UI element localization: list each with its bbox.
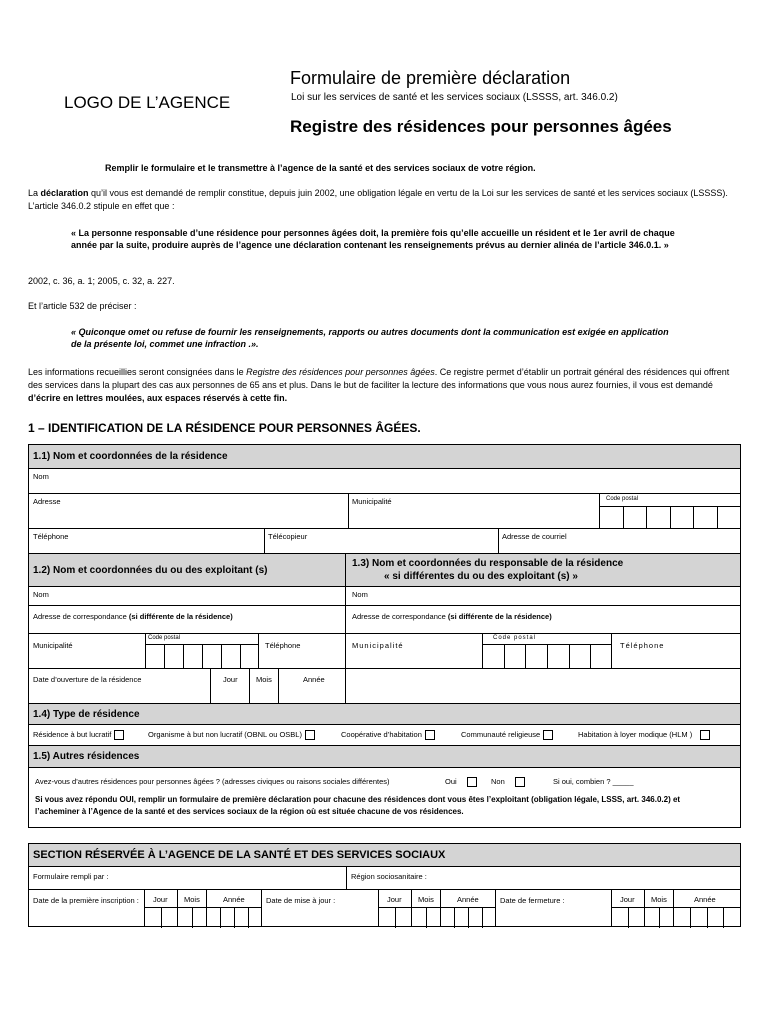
residence-phone-label: Téléphone	[33, 532, 69, 541]
type-hlm[interactable]	[578, 730, 710, 740]
other-no-label: Non	[491, 777, 505, 786]
section-1-4-header: 1.4) Type de résidence	[29, 703, 740, 725]
closing-day[interactable]	[611, 889, 645, 927]
other-no[interactable]	[491, 777, 525, 787]
closing-month-boxes[interactable]	[645, 907, 674, 928]
update-day-label: Jour	[387, 895, 402, 904]
type-cooperative-checkbox[interactable]	[425, 730, 435, 740]
closing-year[interactable]	[673, 889, 740, 927]
closing-date-field	[495, 889, 612, 927]
inscription-day[interactable]	[144, 889, 178, 927]
operator-mail-address-label	[33, 612, 233, 621]
opening-month-field[interactable]	[249, 668, 279, 704]
form-law-reference: Loi sur les services de santé et les services sociaux (LSSSS, art. 346.0.2)	[291, 92, 618, 103]
manager-postal-boxes[interactable]	[483, 644, 612, 669]
type-religious-checkbox[interactable]	[543, 730, 553, 740]
inscription-month-label: Mois	[184, 895, 200, 904]
intro-prefix: La	[28, 188, 41, 198]
inscription-date-field	[29, 889, 145, 927]
manager-mail-address-label	[352, 612, 552, 621]
manager-phone-label: Téléphone	[620, 641, 665, 650]
operator-municipality-field[interactable]	[29, 633, 146, 669]
operator-name-field[interactable]	[29, 586, 346, 606]
operator-postal-boxes[interactable]	[146, 644, 259, 669]
manager-municipality-field[interactable]	[345, 633, 483, 669]
intro-paragraph	[28, 187, 740, 213]
residence-phone-field[interactable]	[29, 528, 265, 554]
quote-article-532: « Quiconque omet ou refuse de fournir les renseignements, rapports ou autres documents dont la communication est exigée en application de la présente loi, commet une infraction .».	[71, 327, 669, 349]
other-no-checkbox[interactable]	[515, 777, 525, 787]
inscription-year-label: Année	[223, 895, 245, 904]
inscription-year[interactable]	[206, 889, 262, 927]
type-nonprofit-label: Organisme à but non lucratif (OBNL ou OSBL)	[148, 730, 302, 739]
operator-postal-label: Code postal	[148, 635, 181, 641]
type-religious[interactable]	[461, 730, 553, 740]
operator-mail-address-note: (si différente de la résidence)	[128, 612, 233, 621]
other-residences-question: Avez-vous d’autres résidences pour personnes âgées ? (adresses civiques ou raisons sociales différentes)	[35, 777, 390, 786]
closing-month[interactable]	[644, 889, 674, 927]
residence-address-field[interactable]	[29, 493, 349, 529]
region-field[interactable]	[346, 866, 740, 890]
type-for-profit-checkbox[interactable]	[114, 730, 124, 740]
residence-postal-code-field[interactable]	[599, 493, 740, 529]
postal-code-boxes[interactable]	[600, 506, 740, 529]
opening-day-label: Jour	[223, 675, 238, 684]
region-label: Région sociosanitaire :	[351, 872, 427, 881]
other-yes-checkbox[interactable]	[467, 777, 477, 787]
inscription-month[interactable]	[177, 889, 207, 927]
residence-name-field[interactable]	[29, 468, 740, 494]
section-1-1-header: 1.1) Nom et coordonnées de la résidence	[29, 445, 740, 469]
opening-day-field[interactable]	[210, 668, 250, 704]
manager-mail-address-note: (si différente de la résidence)	[447, 612, 552, 621]
type-cooperative[interactable]	[341, 730, 435, 740]
type-cooperative-label: Coopérative d’habitation	[341, 730, 422, 739]
residence-municipality-label: Municipalité	[352, 497, 392, 506]
other-count-blank[interactable]: _____	[612, 777, 634, 786]
update-date-label: Date de mise à jour :	[266, 896, 336, 905]
opening-year-field[interactable]	[278, 668, 346, 704]
opening-month-label: Mois	[256, 675, 272, 684]
other-yes[interactable]	[445, 777, 477, 787]
section-1-3-subtitle: « si différentes du ou des exploitant (s) »	[384, 571, 578, 582]
type-hlm-label: Habitation à loyer modique (HLM )	[578, 730, 693, 739]
section-1-5-header: 1.5) Autres résidences	[29, 746, 740, 768]
type-for-profit-label: Résidence à but lucratif	[33, 730, 112, 739]
form-title: Formulaire de première déclaration	[290, 68, 571, 88]
type-nonprofit[interactable]	[148, 730, 315, 740]
intro-rest: qu’il vous est demandé de remplir constitue, depuis juin 2002, une obligation légale en vertu de la Loi sur les services de santé et les services sociaux (LSSSS). L’article 346.0.2 stipule en effet que :	[28, 188, 728, 211]
inscription-year-boxes[interactable]	[207, 907, 262, 928]
inscription-date-label: Date de la première inscription :	[33, 896, 139, 905]
identification-form	[28, 444, 741, 828]
other-count[interactable]	[553, 777, 634, 786]
agency-reserved-section	[28, 843, 741, 927]
registry-title: Registre des résidences pour personnes âgées	[290, 117, 672, 136]
operator-postal-code-field[interactable]	[145, 633, 259, 669]
residence-postal-label: Code postal	[606, 496, 639, 502]
operator-mail-address-field[interactable]	[29, 605, 346, 634]
closing-date-label: Date de fermeture :	[500, 896, 565, 905]
update-month[interactable]	[411, 889, 441, 927]
type-religious-label: Communauté religieuse	[461, 730, 541, 739]
residence-fax-field[interactable]	[264, 528, 499, 554]
closing-day-label: Jour	[620, 895, 635, 904]
section-1-2-header: 1.2) Nom et coordonnées du ou des exploitant (s)	[29, 553, 346, 587]
inscription-month-boxes[interactable]	[178, 907, 207, 928]
manager-postal-label: Code postal	[493, 635, 537, 641]
operator-phone-label: Téléphone	[265, 641, 301, 650]
other-yes-label: Oui	[445, 777, 457, 786]
residence-email-field[interactable]	[498, 528, 740, 554]
update-month-boxes[interactable]	[412, 907, 441, 928]
residence-name-label: Nom	[33, 472, 49, 481]
blank-cell	[345, 668, 740, 704]
filled-by-label: Formulaire rempli par :	[33, 872, 109, 881]
intro-bold: déclaration	[40, 188, 89, 198]
law-reference: 2002, c. 36, a. 1; 2005, c. 32, a. 227.	[28, 276, 175, 286]
update-day-boxes[interactable]	[379, 907, 412, 928]
operator-phone-field[interactable]	[258, 633, 346, 669]
residence-email-label: Adresse de courriel	[502, 532, 567, 541]
instruction-text: Remplir le formulaire et le transmettre à l’agence de la santé et des services sociaux de votre région.	[105, 163, 536, 173]
operator-mail-address-text: Adresse de correspondance	[33, 612, 129, 621]
registry-paragraph	[28, 366, 740, 405]
manager-mail-address-text: Adresse de correspondance	[352, 612, 448, 621]
closing-day-boxes[interactable]	[612, 907, 645, 928]
update-month-label: Mois	[418, 895, 434, 904]
section-1-3-header	[345, 553, 740, 587]
manager-name-label: Nom	[352, 590, 368, 599]
registry-para-italic: Registre des résidences pour personnes âgées	[246, 367, 435, 377]
type-for-profit[interactable]	[33, 730, 124, 740]
article-532-intro: Et l’article 532 de préciser :	[28, 301, 137, 311]
residence-municipality-field[interactable]	[348, 493, 600, 529]
type-nonprofit-checkbox[interactable]	[305, 730, 315, 740]
inscription-day-label: Jour	[153, 895, 168, 904]
other-count-label: Si oui, combien ?	[553, 777, 611, 786]
opening-date-field	[29, 668, 211, 704]
type-hlm-checkbox[interactable]	[700, 730, 710, 740]
closing-month-label: Mois	[651, 895, 667, 904]
residence-type-row	[29, 724, 740, 746]
manager-municipality-label: Municipalité	[352, 641, 404, 650]
opening-date-label: Date d’ouverture de la résidence	[33, 675, 142, 684]
closing-year-boxes[interactable]	[674, 907, 740, 928]
update-day[interactable]	[378, 889, 412, 927]
registry-para-b: . Ce registre permet d’établir un portrait général des résidences qui offrent des services dans la plupart des cas aux personnes de 65 ans et plus. Dans le but de faciliter la lecture des informations que vous nous aurez fournies, il vous est demandé	[28, 367, 730, 390]
update-year-boxes[interactable]	[441, 907, 496, 928]
update-year[interactable]	[440, 889, 496, 927]
other-residences-note: Si vous avez répondu OUI, remplir un formulaire de première déclaration pour chacune des résidences dont vous êtes l’exploitant (obligation légale, LSSS, art. 346.0.2) et l’acheminer à l’Agence de la santé et des services sociaux de la région où est située chacune de vos résidences.	[35, 795, 681, 816]
manager-phone-field[interactable]	[611, 633, 740, 669]
residence-fax-label: Télécopieur	[268, 532, 308, 541]
residence-address-label: Adresse	[33, 497, 61, 506]
registry-para-a: Les informations recueillies seront consignées dans le	[28, 367, 247, 377]
manager-mail-address-field[interactable]	[345, 605, 740, 634]
manager-postal-code-field[interactable]	[482, 633, 612, 669]
closing-year-label: Année	[694, 895, 716, 904]
operator-municipality-label: Municipalité	[33, 641, 73, 650]
reserved-header: SECTION RÉSERVÉE À L’AGENCE DE LA SANTÉ ET DES SERVICES SOCIAUX	[29, 844, 740, 867]
operator-name-label: Nom	[33, 590, 49, 599]
filled-by-field[interactable]	[29, 866, 347, 890]
registry-para-bold: d’écrire en lettres moulées, aux espaces réservés à cette fin.	[28, 393, 288, 403]
update-year-label: Année	[457, 895, 479, 904]
inscription-day-boxes[interactable]	[145, 907, 178, 928]
opening-year-label: Année	[303, 675, 325, 684]
manager-name-field[interactable]	[345, 586, 740, 606]
update-date-field	[261, 889, 379, 927]
section-1-heading: 1 – IDENTIFICATION DE LA RÉSIDENCE POUR PERSONNES ÂGÉES.	[28, 421, 421, 435]
section-1-3-title: 1.3) Nom et coordonnées du responsable de la résidence	[352, 558, 624, 569]
quote-article-346: « La personne responsable d’une résidence pour personnes âgées doit, la première fois qu’elle accueille un résident et le 1er avril de chaque année par la suite, produire auprès de l’agence une déclaration contenant les renseignements prévus au dernier alinéa de l’article 346.0.1. »	[71, 228, 675, 250]
agency-logo-placeholder: LOGO DE L’AGENCE	[64, 93, 231, 112]
